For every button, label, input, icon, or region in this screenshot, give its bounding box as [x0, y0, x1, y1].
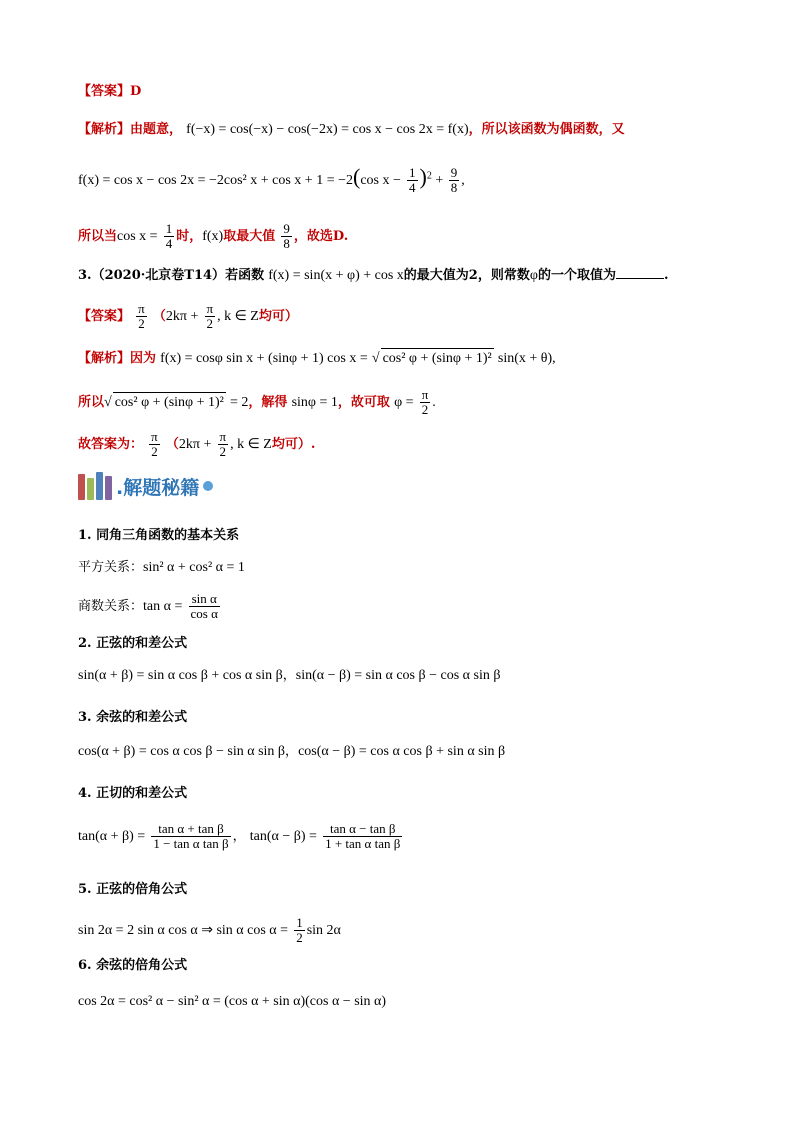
- dot-icon: [203, 481, 213, 491]
- analysis-1-line-1: [78, 120, 625, 140]
- secrets-title: .解题秘籍: [116, 476, 200, 499]
- sqrt-expression: cos² φ + (sinφ + 1)²: [381, 348, 494, 369]
- secrets-heading: [78, 470, 213, 502]
- analysis-tail: ，所以该函数为偶函数，又: [468, 122, 625, 137]
- fraction-pi-2e: $\frac{\pi}{2}$: [219, 429, 227, 459]
- question-formula: f(x) = sin(x + φ) + cos x: [268, 268, 404, 283]
- answer-3: 【答案】 $\frac{\pi}{2}$ （2kπ + $\frac{\pi}{2}$ , k ∈ Z均可）: [78, 301, 298, 331]
- square-relation: 平方关系：sin² α + cos² α = 1: [78, 560, 245, 575]
- question-number: 3.: [78, 268, 92, 283]
- question-3: 3.（2020·北京卷T14）若函数 f(x) = sin(x + φ) + cos x的最大值为2，则常数φ的一个取值为 .: [78, 268, 669, 283]
- expansion-formula: f(x) = cos x − cos 2x = −2cos² x + cos x + 1 = −2: [78, 173, 353, 188]
- answer-1: [78, 82, 141, 102]
- cosine-double-formula: cos 2α = cos² α − sin² α = (cos α + sin α)(cos α − sin α): [78, 994, 387, 1009]
- analysis-1-line-2: f(x) = cos x − cos 2x = −2cos² x + cos x + 1 = −2(cos x − $\frac{1}{4}$ )$^2$ + $\frac{9}{8}$ ,: [78, 164, 465, 195]
- section-4-title: 4. 正切的和差公式: [78, 786, 188, 801]
- analysis-3-line-3: 故答案为： $\frac{\pi}{2}$ （2kπ + $\frac{\pi}{2}$ , k ∈ Z均可）.: [78, 429, 316, 459]
- question-source: （2020·北京卷T14）: [91, 268, 226, 283]
- fraction-pi-2b: $\frac{\pi}{2}$: [206, 301, 214, 331]
- analysis-3-line-1: 【解析】因为 f(x) = cosφ sin x + (sinφ + 1) cos x = √ cos² φ + (sinφ + 1)² sin(x + θ),: [78, 348, 556, 369]
- cosine-sum-formulas: cos(α + β) = cos α cos β − sin α sin β，cos(α − β) = cos α cos β + sin α sin β: [78, 744, 506, 759]
- sine-sum-formulas: sin(α + β) = sin α cos β + cos α sin β，sin(α − β) = sin α cos β − cos α sin β: [78, 668, 501, 683]
- fraction-pi-2d: $\frac{\pi}{2}$: [151, 429, 158, 459]
- answer-label: 【答案】: [78, 84, 131, 99]
- fraction-sin-cos: $\frac{\text{sin α}}{\text{cos α}}$: [190, 591, 218, 621]
- fraction-9-8b: $\frac{9}{8}$: [283, 221, 290, 251]
- analysis-label: 【解析】: [78, 122, 131, 137]
- fraction-1-4b: $\frac{1}{4}$: [165, 221, 173, 251]
- analysis-3-label: 【解析】: [78, 351, 131, 366]
- fraction-1-2: $\frac{1}{2}$: [296, 915, 303, 945]
- quotient-relation: 商数关系：tan α = $\frac{\text{sin α}}{\text{cos α}}$: [78, 591, 218, 621]
- fraction-tan-sum: $\frac{\text{tan α + tan β}}{\text{1 − tan α tan β}}$: [153, 821, 229, 851]
- analysis-3-formula: f(x) = cosφ sin x + (sinφ + 1) cos x =: [160, 351, 368, 366]
- section-5-title: 5. 正弦的倍角公式: [78, 882, 188, 897]
- answer-3-label: 【答案】: [78, 309, 131, 324]
- analysis-1-line-3: 所以当cos x = $\frac{1}{4}$ 时，f(x)取最大值 $\frac{9}{8}$ ，故选D.: [78, 221, 349, 251]
- sine-double-formula: sin 2α = 2 sin α cos α ⇒ sin α cos α = $\frac{1}{2}$ sin 2α: [78, 915, 341, 945]
- answer-blank: [616, 266, 664, 279]
- section-1-title: 1. 同角三角函数的基本关系: [78, 528, 240, 543]
- section-3-title: 3. 余弦的和差公式: [78, 710, 188, 725]
- section-2-title: 2. 正弦的和差公式: [78, 636, 188, 651]
- fraction-9-8: $\frac{9}{8}$: [450, 165, 458, 195]
- analysis-3-line-2: 所以√ cos² φ + (sinφ + 1)² = 2，解得 sinφ = 1，故可取 φ = $\frac{\pi}{2}$ .: [78, 387, 436, 417]
- books-icon: [78, 472, 112, 500]
- fraction-pi-2c: $\frac{\pi}{2}$: [421, 387, 429, 417]
- fraction-pi-2: $\frac{\pi}{2}$: [138, 301, 145, 331]
- analysis-lead: 由题意，: [130, 122, 183, 137]
- tangent-sum-formulas: tan(α + β) = $\frac{\text{tan α + tan β}}{\text{1 − tan α tan β}}$ ， tan(α − β) = $\frac{\text{tan α − tan β}}{\text{1 + tan α tan β}}$: [78, 821, 401, 851]
- fraction-tan-diff: $\frac{\text{tan α − tan β}}{\text{1 + tan α tan β}}$: [325, 821, 401, 851]
- section-6-title: 6. 余弦的倍角公式: [78, 958, 188, 973]
- answer-value: D: [130, 84, 142, 99]
- fraction-1-4: $\frac{1}{4}$: [409, 165, 416, 195]
- even-function-formula: f(−x) = cos(−x) − cos(−2x) = cos x − cos 2x = f(x): [186, 122, 469, 137]
